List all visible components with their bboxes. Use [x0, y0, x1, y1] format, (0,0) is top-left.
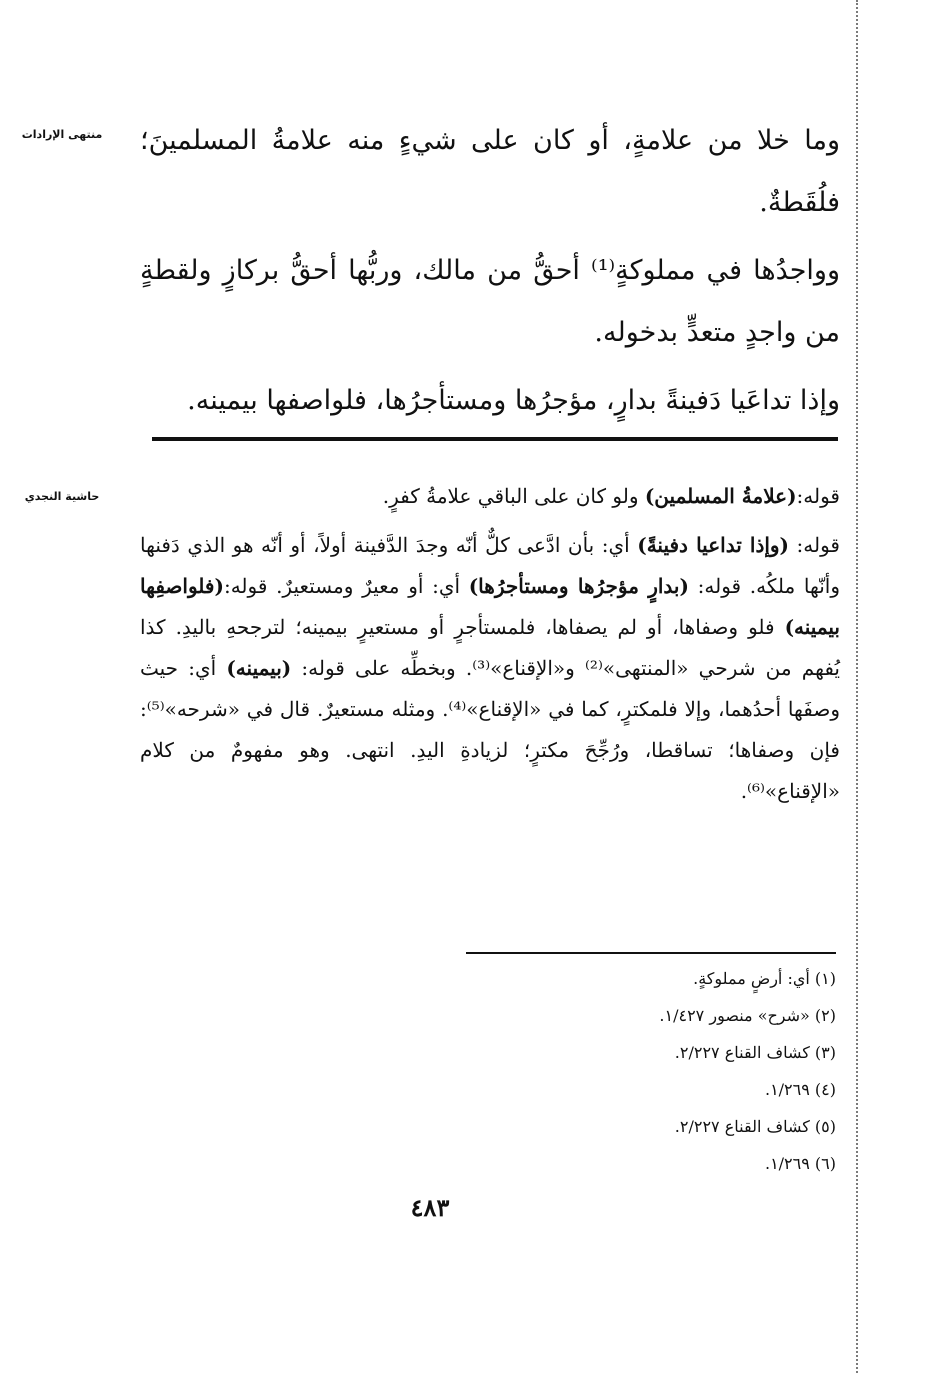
commentary-lemma: (بدارٍ مؤجرُها ومستأجرُها): [468, 574, 689, 598]
main-paragraph: وإذا تداعَيا دَفينةً بدارٍ، مؤجرُها ومستأجرُها، فلواصفها بيمينه.: [187, 385, 840, 416]
margin-label-commentary: حاشية النجدي: [24, 490, 100, 503]
commentary-text: أي: أو معيرٌ ومستعيرٌ. قوله:: [223, 574, 469, 598]
commentary-paragraph: [140, 476, 840, 525]
commentary-text: فلو وصفاها، أو لم يصفاها، فلمستأجرٍ أو مستعيرٍ بيمينه؛ لترجحهِ باليدِ. كذا يُفهم من شرحي «المنتهى»⁽²⁾ و«الإقناع»⁽³⁾. وبخطِّه على قوله:: [140, 615, 840, 680]
commentary-block: [140, 476, 840, 812]
commentary-paragraph: [140, 525, 840, 812]
page-number: ٤٨٣: [410, 1193, 450, 1222]
footnote: (٣) كشاف القناع ٢/٢٢٧.: [674, 1043, 836, 1062]
footnote: (٤) ١/٢٦٩.: [764, 1080, 836, 1099]
main-text-block: [140, 110, 840, 432]
commentary-lemma: (وإذا تداعيا دفينةً): [637, 533, 790, 557]
footnotes-list: [466, 960, 836, 1182]
commentary-lemma: (بيمينه): [226, 656, 292, 680]
margin-label-main: منتهى الإرادات: [21, 128, 103, 141]
footnote: (٢) «شرح» منصور ١/٤٢٧.: [659, 1006, 836, 1025]
commentary-text: أي: حيث وصفَها أحدُهما، وإلا فلمكترٍ، كما في «الإقناع»⁽⁴⁾. ومثله مستعيرٌ. قال في «شرحه»⁽⁵⁾: فإن وصفاها؛ تساقطا، ورُجِّحَ مكترٍ؛ لزيادةِ اليدِ. انتهى. وهو مفهومٌ من كلام «الإقناع»⁽⁶⁾.: [140, 656, 841, 803]
commentary-lemma: (فلواصفِها بيمينه): [140, 574, 840, 639]
main-paragraph: وما خلا من علامةٍ، أو كان على شيءٍ منه علامةُ المسلمينَ؛ فلُقَطةٌ.: [140, 125, 840, 218]
footnote: (٦) ١/٢٦٩.: [764, 1154, 836, 1173]
commentary-lead: قوله:: [789, 533, 840, 557]
commentary-text: أي: بأن ادَّعى كلٌّ أنّه وجدَ الدَّفينة أولاً، أو أنّه هو الذي دَفنها وأنّها ملكُه. قوله:: [140, 533, 841, 598]
commentary-lemma: (علامةُ المسلمين): [644, 484, 797, 508]
margin-dotted-line: [856, 0, 858, 1373]
commentary-lead: قوله:: [796, 484, 840, 508]
commentary-text: ولو كان على الباقي علامةُ كفرٍ.: [382, 484, 645, 508]
section-divider: [152, 437, 838, 441]
footnote: (٥) كشاف القناع ٢/٢٢٧.: [674, 1117, 836, 1136]
footnote: (١) أي: أرضٍ مملوكةٍ.: [693, 969, 836, 988]
footnote-divider: [466, 952, 836, 954]
main-paragraph: وواجدُها في مملوكةٍ⁽¹⁾ أحقُّ من مالك، وربُّها أحقُّ بركازٍ ولقطةٍ من واجدٍ متعدٍّ بدخوله.: [140, 255, 841, 348]
